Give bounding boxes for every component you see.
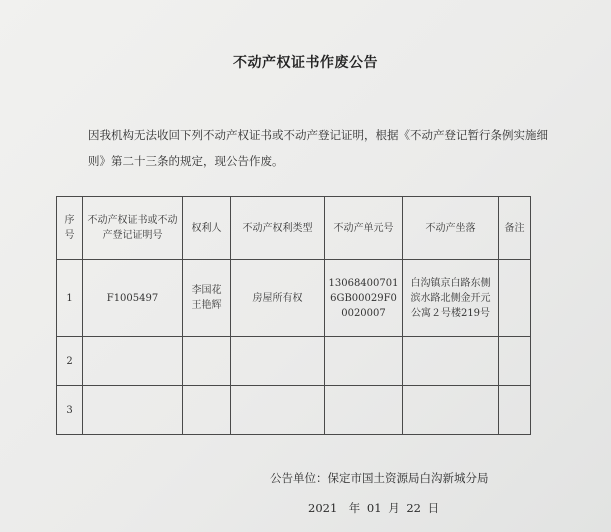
cell-right-type [231,337,325,386]
notice-body [88,122,558,174]
cell-cert-no [83,386,183,435]
cell-location [403,337,499,386]
table-header-row [57,197,531,260]
cell-no: 2 [57,337,83,386]
table-row [57,260,531,337]
cell-right-type [231,386,325,435]
header-cert-no: 不动产权证书或不动产登记证明号 [83,197,183,260]
cell-owners [183,386,231,435]
cell-no: 3 [57,386,83,435]
page-title: 不动产权证书作废公告 [233,55,378,71]
notice-body-text: 因我机构无法收回下列不动产权证书或不动产登记证明，根据《不动产登记暂行条例实施细则》第二十三条的规定，现公告作废。 [88,128,548,168]
issue-date: 2021 年 01 月 22 日 [308,501,440,515]
cell-unit-no: 130684007016GB00029F00020007 [325,260,403,337]
cell-unit-no [325,386,403,435]
cell-no: 1 [57,260,83,337]
table-row [57,337,531,386]
cell-location: 白沟镇京白路东侧滨水路北侧金开元公寓２号楼219号 [403,260,499,337]
header-owners: 权利人 [183,197,231,260]
cell-owners [183,337,231,386]
cell-cert-no: F1005497 [83,260,183,337]
cell-unit-no [325,337,403,386]
header-remark: 备注 [499,197,531,260]
issuing-unit: 公告单位：保定市国土资源局白沟新城分局 [270,471,489,485]
cancellation-table [56,196,531,435]
table-row [57,386,531,435]
cell-remark [499,386,531,435]
cell-remark [499,337,531,386]
cell-owners [183,260,231,337]
owners-text: 李国花 王艳辉 [191,285,222,311]
cell-location [403,386,499,435]
header-right-type: 不动产权利类型 [231,197,325,260]
cell-right-type: 房屋所有权 [231,260,325,337]
header-no: 序号 [57,197,83,260]
cell-remark [499,260,531,337]
header-unit-no: 不动产单元号 [325,197,403,260]
header-location: 不动产坐落 [403,197,499,260]
cell-cert-no [83,337,183,386]
